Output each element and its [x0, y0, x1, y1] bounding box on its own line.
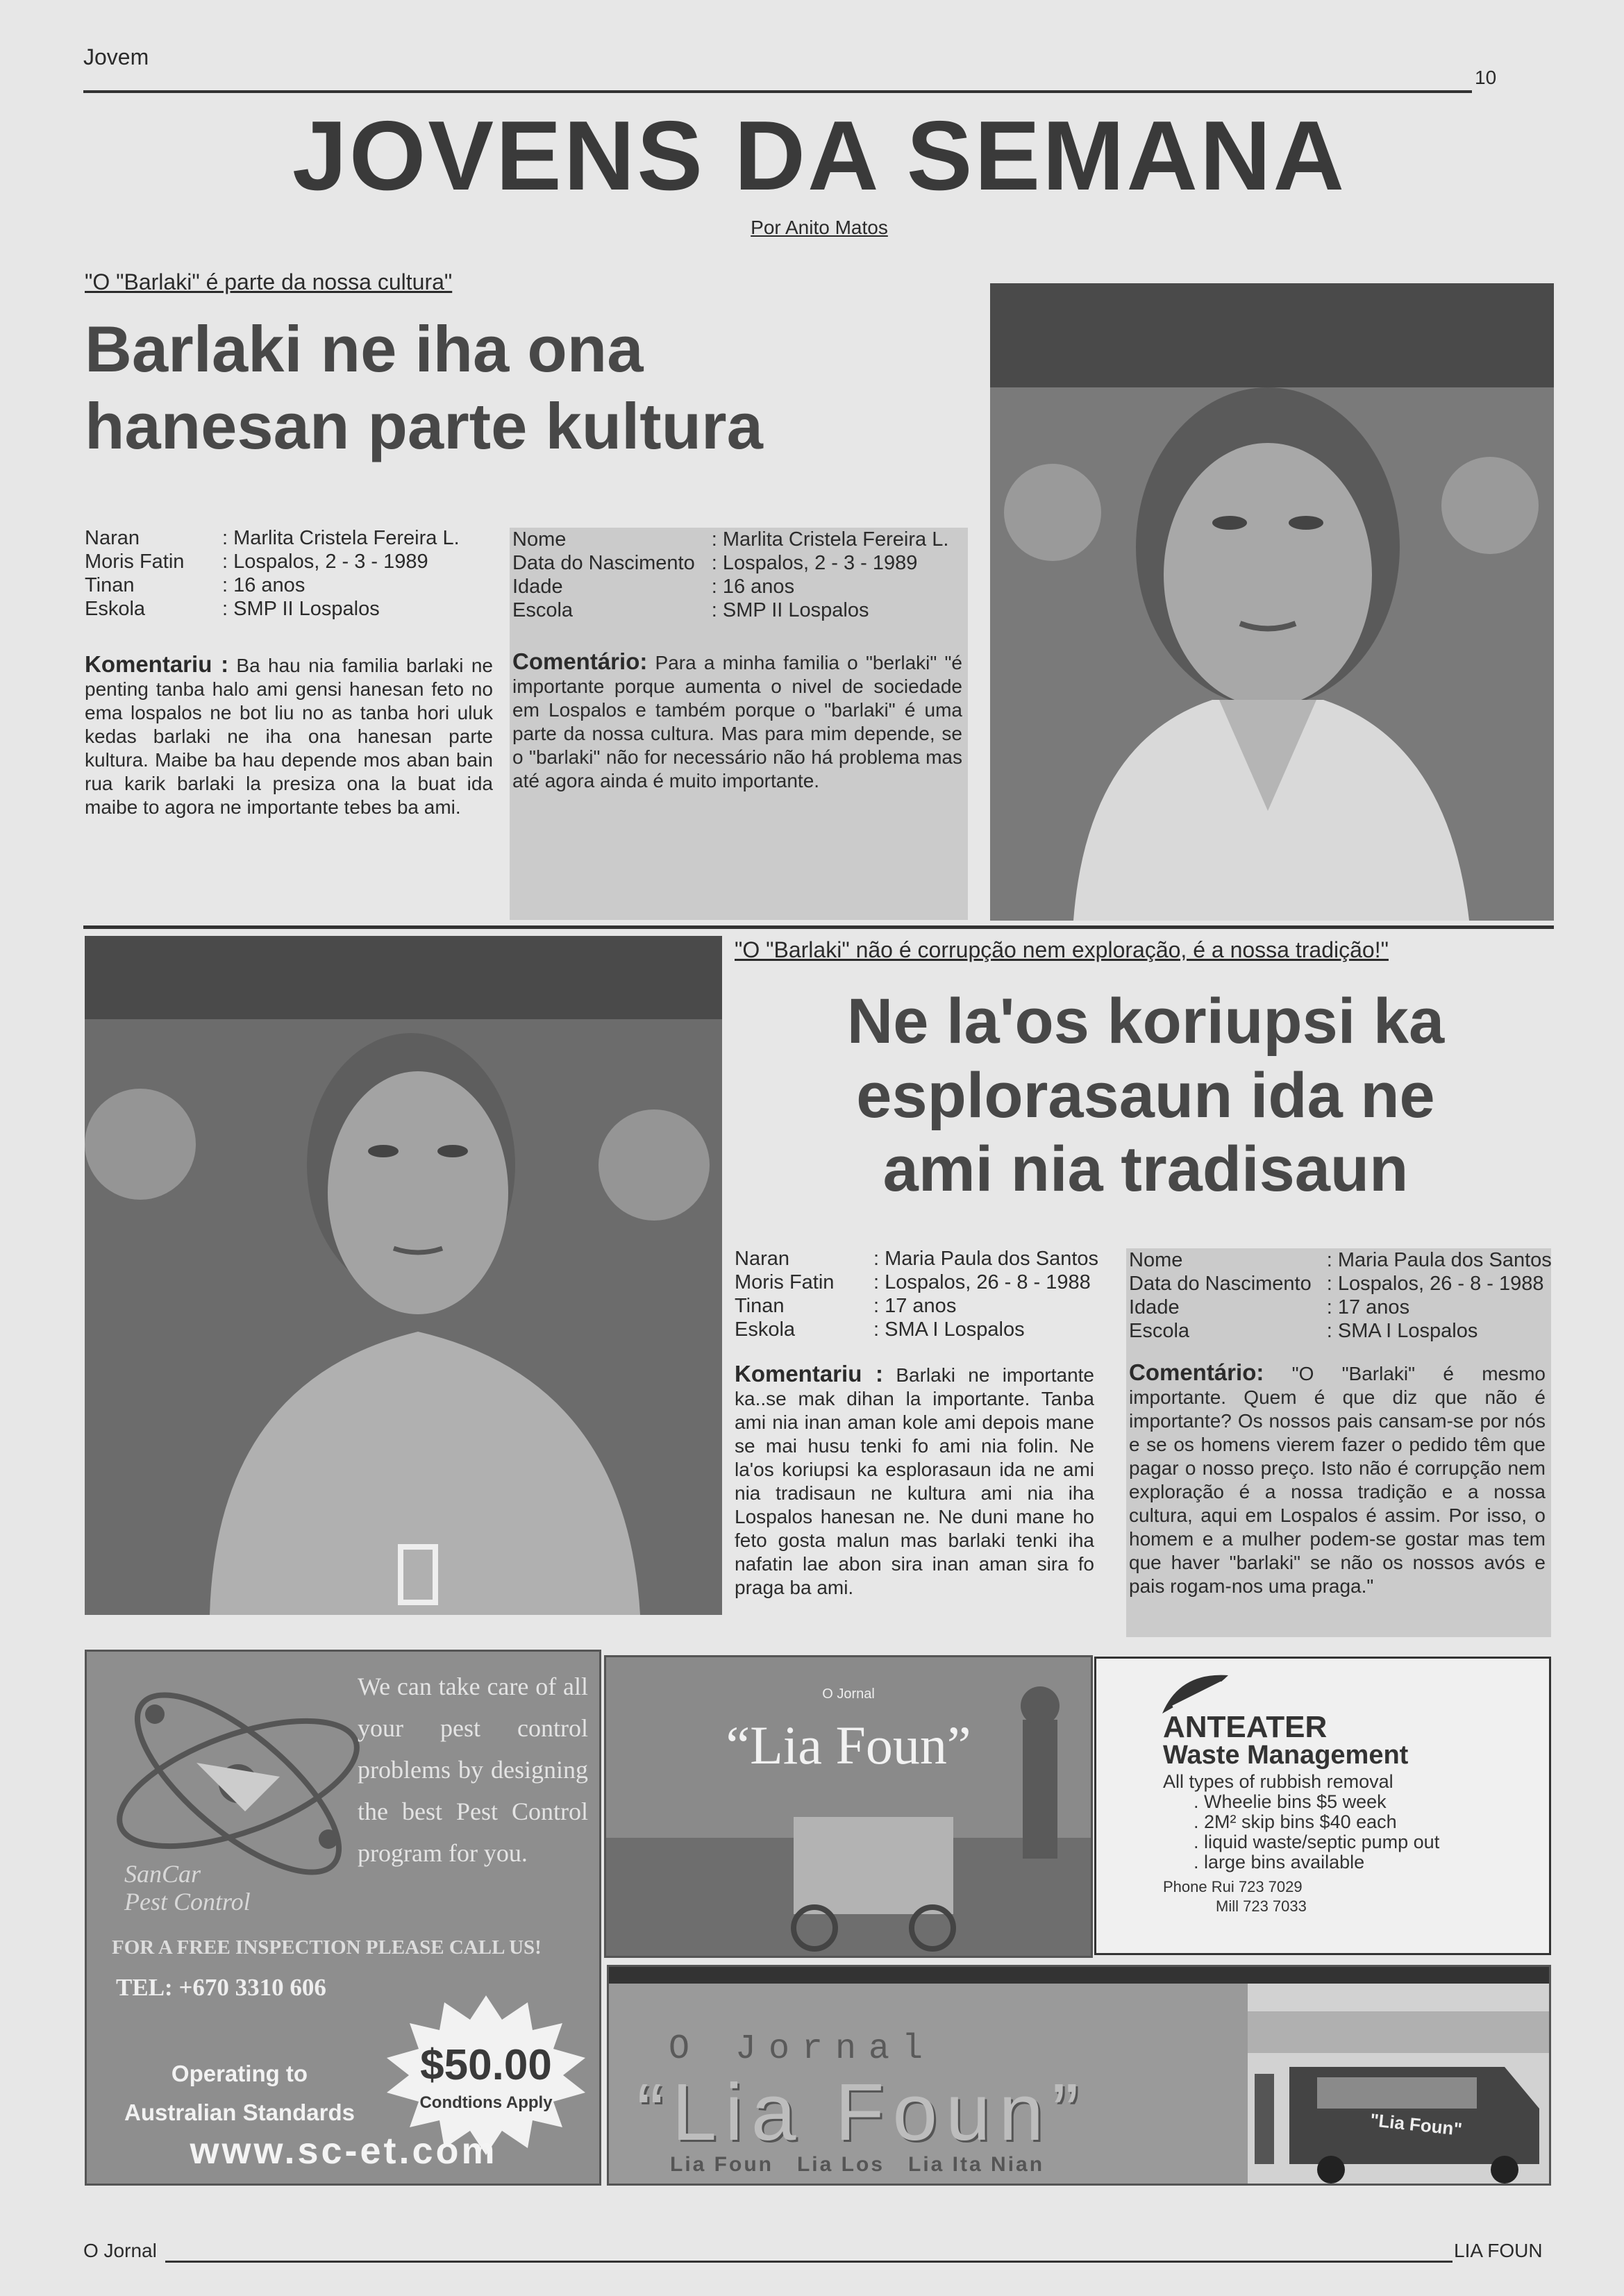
info-label: Eskola: [85, 598, 146, 620]
article2-headline: [736, 984, 1555, 1207]
sancar-standards-line2: Australian Standards: [124, 2100, 355, 2125]
info-value: : Lospalos, 26 - 8 - 1988: [873, 1271, 1091, 1293]
article1-portuguese-box: [510, 528, 968, 920]
article2-portuguese-comment: [1129, 1361, 1546, 1598]
article1-tetum-info: [85, 526, 460, 621]
info-value: : 16 anos: [222, 574, 305, 596]
sancar-website: www.sc-et.com: [190, 2130, 498, 2172]
anteater-service: . 2M² skip bins $40 each: [1194, 1811, 1397, 1832]
article1-tetum-comment: [85, 653, 493, 819]
article2-kicker: "O "Barlaki" não é corrupção nem exploração, é a nossa tradição!": [735, 937, 1389, 962]
comment-label: Komentariu :: [735, 1361, 884, 1386]
info-value: : SMP II Lospalos: [222, 598, 380, 620]
lia-foun-small-ad: [604, 1655, 1093, 1958]
article2-tetum-comment: [735, 1362, 1094, 1600]
info-value: : Maria Paula dos Santos: [873, 1248, 1099, 1270]
sancar-price: $50.00: [420, 2041, 552, 2089]
info-value: : SMA I Lospalos: [873, 1318, 1025, 1341]
article2-portuguese-box: [1126, 1248, 1551, 1637]
info-label: Moris Fatin: [735, 1271, 835, 1293]
info-label: Idade: [512, 576, 563, 598]
anteater-service: . large bins available: [1194, 1852, 1365, 1872]
article2-photo: [85, 936, 722, 1615]
info-value: : 16 anos: [711, 576, 795, 598]
info-value: : 17 anos: [1326, 1296, 1410, 1318]
sancar-call: FOR A FREE INSPECTION PLEASE CALL US!: [112, 1936, 542, 1959]
info-label: Nome: [512, 528, 567, 551]
info-value: : SMA I Lospalos: [1326, 1320, 1478, 1342]
anteater-subtitle: Waste Management: [1163, 1741, 1409, 1770]
info-label: Tinan: [735, 1295, 785, 1317]
article1-photo: [990, 283, 1554, 921]
page-number: 10: [1475, 67, 1497, 88]
article1-headline-line2: hanesan parte kultura: [85, 389, 763, 462]
info-value: : Marlita Cristela Fereira L.: [711, 528, 949, 551]
newspaper-van-image: [1248, 1984, 1549, 2184]
anteater-service: . liquid waste/septic pump out: [1194, 1832, 1440, 1852]
lia-foun-tagline: Lia Foun Lia Los Lia Ita Nian: [670, 2153, 1045, 2176]
info-value: : Marlita Cristela Fereira L.: [222, 527, 460, 549]
sancar-brand-name: SanCar: [124, 1860, 201, 1888]
article2-photo-image: [85, 936, 722, 1615]
info-label: Escola: [1129, 1320, 1190, 1342]
article1-portuguese-comment: [512, 650, 962, 793]
info-label: Moris Fatin: [85, 551, 185, 573]
anteater-intro: All types of rubbish removal: [1163, 1771, 1393, 1792]
info-value: : SMP II Lospalos: [711, 599, 869, 621]
comment-text: Ba hau nia familia barlaki ne penting tanba halo ami gensi hanesan feto no ema lospalos ne bot liu no as tanba hori uluk kedas barlaki ne iha ona hanesan parte kultura. Maibe ba hau depende mos aban bain rua karik barlaki la presiza ona la buat ida maibe to agora ne importante tebes ba ami.: [85, 655, 493, 818]
article1-photo-image: [990, 283, 1554, 921]
article2-headline-line3: ami nia tradisaun: [882, 1134, 1409, 1205]
article2-headline-line2: esplorasaun ida ne: [856, 1059, 1435, 1131]
section-label: Jovem: [83, 44, 149, 69]
lia-foun-large-ad: [607, 1965, 1551, 2186]
lia-foun-large-title: “Lia Foun”: [637, 2067, 1087, 2157]
article1-kicker: "O "Barlaki" é parte da nossa cultura": [85, 269, 453, 294]
article1-portuguese-info: [512, 528, 948, 622]
comment-text: Para a minha familia o "berlaki" "é importante porque aumenta o nivel de sociedade em Lospalos e também porque o "barlaki" é uma parte da nossa cultura. Mas para mim depende, se o "barlaki" não for necessário não há problema mas até agora ainda é muito importante.: [512, 652, 963, 791]
sancar-ad: [85, 1650, 601, 2186]
info-value: : 17 anos: [873, 1295, 957, 1317]
info-label: Data do Nascimento: [1129, 1273, 1312, 1295]
info-value: : Lospalos, 26 - 8 - 1988: [1326, 1273, 1544, 1295]
lia-foun-small-title: “Lia Foun”: [726, 1715, 971, 1775]
comment-label: Comentário:: [1129, 1359, 1264, 1385]
info-value: : Lospalos, 2 - 3 - 1989: [222, 551, 428, 573]
ad-top-band: [609, 1967, 1549, 1984]
sancar-conditions: Condtions Apply: [419, 2093, 553, 2112]
article2-tetum-info: [735, 1247, 1098, 1341]
article1-headline-line1: Barlaki ne iha ona: [85, 312, 644, 385]
anteater-phone-1: Phone Rui 723 7029: [1163, 1878, 1303, 1895]
van-sign: "Lia Foun": [1368, 2109, 1464, 2140]
info-label: Nome: [1129, 1249, 1183, 1271]
sancar-standards: [108, 2054, 371, 2132]
lia-foun-large-label: O Jornal: [669, 2029, 936, 2069]
anteater-brand: ANTEATER: [1163, 1710, 1328, 1744]
anteater-ad: [1094, 1657, 1551, 1955]
sancar-standards-line1: Operating to: [171, 2061, 308, 2086]
info-label: Tinan: [85, 574, 135, 596]
article1-headline: [85, 311, 987, 465]
article2-headline-line1: Ne la'os koriupsi ka: [846, 986, 1445, 1057]
info-label: Data do Nascimento: [512, 552, 695, 574]
sancar-phone: TEL: +670 3310 606: [116, 1974, 326, 2001]
sancar-slogan: We can take care of all your pest control problems by designing the best Pest Control program for you.: [358, 1673, 588, 1867]
article2-portuguese-info: [1129, 1248, 1552, 1343]
info-label: Eskola: [735, 1318, 796, 1341]
section-divider: [83, 925, 1554, 929]
anteater-service: . Wheelie bins $5 week: [1194, 1791, 1387, 1812]
lia-foun-small-label: O Jornal: [822, 1686, 875, 1702]
comment-label: Komentariu :: [85, 651, 229, 677]
header-rule: [83, 90, 1472, 93]
comment-label: Comentário:: [512, 648, 648, 674]
info-value: : Lospalos, 2 - 3 - 1989: [711, 552, 918, 574]
info-label: Naran: [85, 527, 140, 549]
sancar-brand-sub: Pest Control: [124, 1888, 251, 1916]
info-label: Escola: [512, 599, 574, 621]
footer-right: LIA FOUN: [1454, 2240, 1543, 2261]
anteater-services-list: [1194, 1792, 1439, 1872]
byline: Por Anito Matos: [751, 217, 888, 238]
info-label: Idade: [1129, 1296, 1180, 1318]
info-label: Naran: [735, 1248, 789, 1270]
info-value: : Maria Paula dos Santos: [1326, 1249, 1552, 1271]
comment-text: Barlaki ne importante ka..se mak dihan la importante. Tanba ami nia inan aman kole ami depois mane se mai husu tenki fo ami nia folin. Ne la'os koriupsi ka esplorasaun ida ne ami nia tradisaun ne kultura ami nia iha Lospalos hanesan ne. Ne duni mane ho feto gosta malun mas barlaki tenki iha nafatin lae abon sira inan aman sira fo praga ba ami.: [735, 1364, 1094, 1598]
footer-rule: [165, 2261, 1453, 2263]
page-title: JOVENS DA SEMANA: [292, 101, 1347, 211]
anteater-phone-2: Mill 723 7033: [1216, 1897, 1307, 1915]
comment-text: "O "Barlaki" é mesmo importante. Quem é que diz que não é importante? Os nossos pais cansam-se por nós e se os homens vierem fazer o pedido têm que pagar o nosso preço. Isto não é corrupção nem exploração é a nossa tradição e a nossa cultura, aqui em Lospalos é assim. Por isso, o homem e a mulher podem-se gostar mas tem que haver "barlaki" se não os nossos avós e pais rogam-nos uma praga.": [1129, 1363, 1546, 1597]
footer-left: O Jornal: [83, 2240, 157, 2261]
